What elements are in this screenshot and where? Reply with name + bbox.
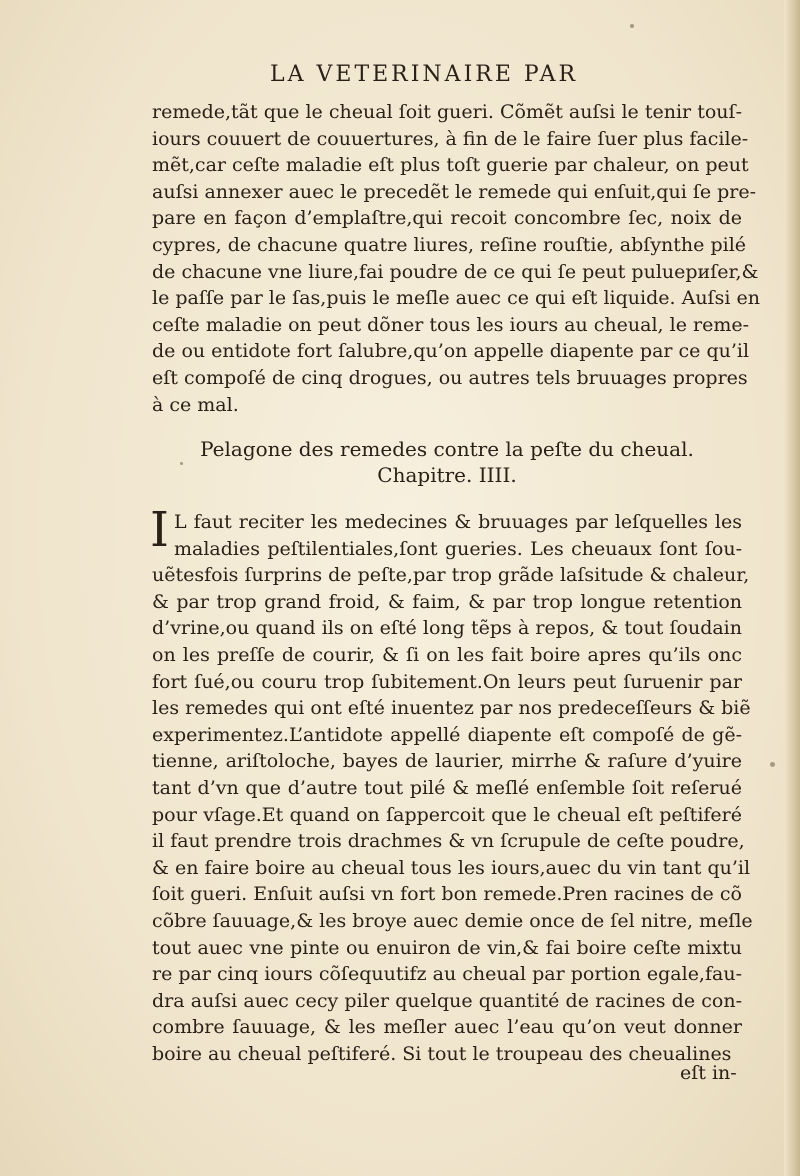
catchword: eſt in- <box>680 1062 737 1084</box>
text-line: ſoit gueri. Enſuit auſsi vn fort bon remede.Pren racines de cõ <box>152 883 742 906</box>
text-line: re par cinq iours cõſequutifz au cheual par portion egale,fau- <box>152 963 742 986</box>
paper-speck <box>180 462 183 465</box>
text-line: ceſte maladie on peut dõner tous les iours au cheual, le reme- <box>152 313 749 336</box>
text-line: mẽt,car ceſte maladie eſt plus toſt guerie par chaleur, on peut <box>152 154 749 177</box>
text-line: de ou entidote fort ſalubre,qu’on appelle diapente par ce qu’il <box>152 340 750 363</box>
text-line: il faut prendre trois drachmes & vn ſcrupule de ceſte poudre, <box>152 830 745 853</box>
text-line: le paſſe par le ſas,puis le meſle auec ce qui eſt liquide. Auſsi en <box>152 287 760 310</box>
text-line: à ce mal. <box>152 393 239 416</box>
text-line: & par trop grand froid, & faim, & par trop longue retention <box>152 590 742 613</box>
text-line: pour vſage.Et quand on ſappercoit que le cheual eſt peſtiferé <box>152 803 742 826</box>
paragraph-continued <box>152 99 760 418</box>
paper-speck <box>770 762 775 767</box>
text-line: L faut reciter les medecines & bruuages par leſquelles les <box>174 511 742 533</box>
paper-speck <box>630 24 634 28</box>
page-edge <box>784 0 800 1176</box>
text-line: de chacune vne liure,fai poudre de ce qui ſe peut puluериſer,& <box>152 260 759 283</box>
text-line: pare en façon d’emplaſtre,qui recoit concombre ſec, noix de <box>152 207 742 230</box>
text-line: cõbre ſauuage,& les broye auec demie once de ſel nitre, meſle <box>152 909 753 932</box>
text-line: dra auſsi auec cecy piler quelque quantité de racines de con- <box>152 989 742 1012</box>
text-line: cypres, de chacune quatre liures, reſine rouſtie, abſynthe pilé <box>152 233 747 256</box>
text-line: remede,tãt que le cheual ſoit gueri. Cõmẽt auſsi le tenir touſ- <box>152 101 742 123</box>
text-line: d’vrine,ou quand ils on eſté long tẽps à repos, & tout ſoudain <box>152 617 742 640</box>
text-line: tant d’vn que d’autre tout pilé & meſlé enſemble ſoit reſerué <box>152 776 742 799</box>
text-line: boire au cheual peſtiferé. Si tout le troupeau des cheualines <box>152 1042 732 1065</box>
text-line: eſt compoſé de cinq drogues, ou autres tels bruuages propres <box>152 366 748 389</box>
text-line: combre ſauuage, & les meſler auec l’eau qu’on veut donner <box>152 1016 742 1039</box>
text-line: maladies peſtilentiales,ſont gueries. Les cheuaux ſont ſou- <box>174 537 742 560</box>
text-line: uẽtesfois ſurprins de peſte,par trop grãde laſsitude & chaleur, <box>152 564 750 587</box>
text-line: auſsi annexer auec le precedẽt le remede qui enſuit,qui ſe pre- <box>152 180 757 203</box>
drop-capital: I <box>150 502 169 558</box>
chapter-number: Chapitre. IIII. <box>377 463 517 487</box>
text-line: les remedes qui ont eſté inuentez par nos predeceſſeurs & biẽ <box>152 697 751 720</box>
text-line: on les preſſe de courir, & ſi on les fait boire apres qu’ils onc <box>152 643 742 666</box>
text-line: & en faire boire au cheual tous les iours,auec du vin tant qu’il <box>152 856 751 879</box>
text-line: fort ſué,ou couru trop ſubitement.On leurs peut ſuruenir par <box>152 670 742 693</box>
chapter-title: Pelagone des remedes contre la peſte du cheual. <box>200 437 694 461</box>
text-line: experimentez.L’antidote appellé diapente eſt compoſé de gẽ- <box>152 723 742 746</box>
running-head: LA VETERINAIRE PAR <box>270 62 579 87</box>
text-line: iours couuert de couuertures, à fin de le faire ſuer plus facile- <box>152 127 749 150</box>
text-line: tienne, ariſtoloche, bayes de laurier, mirrhe & raſure d’yuire <box>152 750 742 773</box>
text-line: tout auec vne pinte ou enuiron de vin,& fai boire ceſte mixtu <box>152 936 742 959</box>
chapter-paragraph <box>150 502 753 1067</box>
